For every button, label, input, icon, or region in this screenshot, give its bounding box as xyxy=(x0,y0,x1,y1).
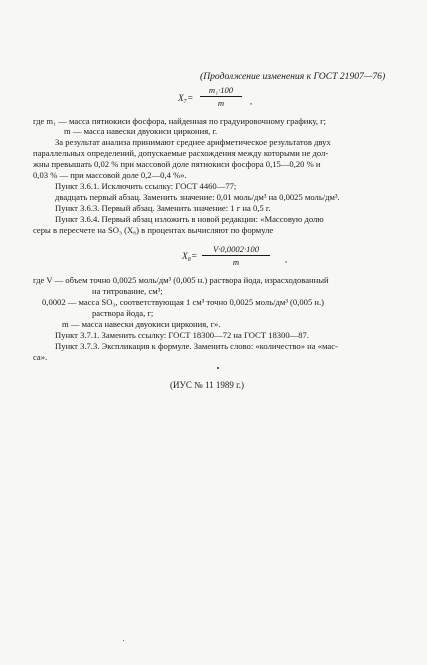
formula-1-lhs: X₇= xyxy=(178,94,194,104)
formula-2-numerator: V·0,0002·100 xyxy=(202,244,270,256)
page-header: (Продолжение изменения к ГОСТ 21907—76) xyxy=(200,71,386,82)
item-3-7-3-b: са». xyxy=(33,352,48,362)
formula-1-tail: , xyxy=(250,96,253,106)
formula-2-fraction xyxy=(202,244,270,267)
footer-note: (ИУС № 11 1989 г.) xyxy=(170,380,245,390)
item-3-6-4-a: Пункт 3.6.4. Первый абзац изложить в новой редакции: «Массовую долю xyxy=(55,214,324,224)
item-3-6-3: Пункт 3.6.3. Первый абзац. Заменить значение: 1 г на 0,5 г. xyxy=(55,203,271,213)
formula-2-denominator: m xyxy=(232,257,240,267)
where-2-line-3: 0,0002 — масса SO₃, соответствующая 1 см³ точно 0,0025 моль/дм³ (0,005 н.) xyxy=(42,297,325,307)
item-3-6-4-b: серы в пересчете на SO₃ (X₈) в процентах вычисляют по формуле xyxy=(33,225,274,235)
item-3-7-3-a: Пункт 3.7.3. Экспликация к формуле. Заменить слово: «количество» на «мас- xyxy=(55,341,338,351)
formula-2-tail: , xyxy=(285,254,288,264)
scan-speck xyxy=(123,640,124,641)
formula-1-fraction xyxy=(200,85,242,108)
para-1-line-3: жны превышать 0,02 % при массовой доле пятиокиси фосфора 0,15—0,20 % и xyxy=(33,159,321,169)
item-3-7-1: Пункт 3.7.1. Заменить ссылку: ГОСТ 18300—72 на ГОСТ 18300—87. xyxy=(55,330,310,340)
where-2-line-4: раствора йода, г; xyxy=(92,308,154,318)
where-2-line-2: на титрование, см³; xyxy=(92,286,163,296)
para-1-line-2: параллельных определений, допускаемые расхождения между которыми не дол- xyxy=(33,148,329,158)
formula-1-numerator: m₁·100 xyxy=(200,85,242,97)
formula-1-denominator: m xyxy=(217,98,225,108)
item-3-6-1-b: двадцать первый абзац. Заменить значение: 0,01 моль/дм³ на 0,0025 моль/дм³. xyxy=(55,192,340,202)
separator-dot xyxy=(217,367,219,369)
item-3-6-1: Пункт 3.6.1. Исключить ссылку: ГОСТ 4460—77; xyxy=(55,181,237,191)
para-1-line-1: За результат анализа принимают среднее арифметическое результатов двух xyxy=(55,137,331,147)
formula-2-lhs: X₈= xyxy=(182,252,198,262)
where-1-line-2: m — масса навески двуокиси циркония, г. xyxy=(64,126,218,136)
where-1-line-1: где m₁ — масса пятиокиси фосфора, найденная по градуировочному графику, г; xyxy=(33,116,327,126)
para-1-line-4: 0,03 % — при массовой доле 0,2—0,4 %». xyxy=(33,170,187,180)
where-2-line-1: где V — объем точно 0,0025 моль/дм³ (0,005 н.) раствора йода, израсходованный xyxy=(33,275,329,285)
where-2-line-5: m — масса навески двуокиси циркония, г». xyxy=(62,319,221,329)
